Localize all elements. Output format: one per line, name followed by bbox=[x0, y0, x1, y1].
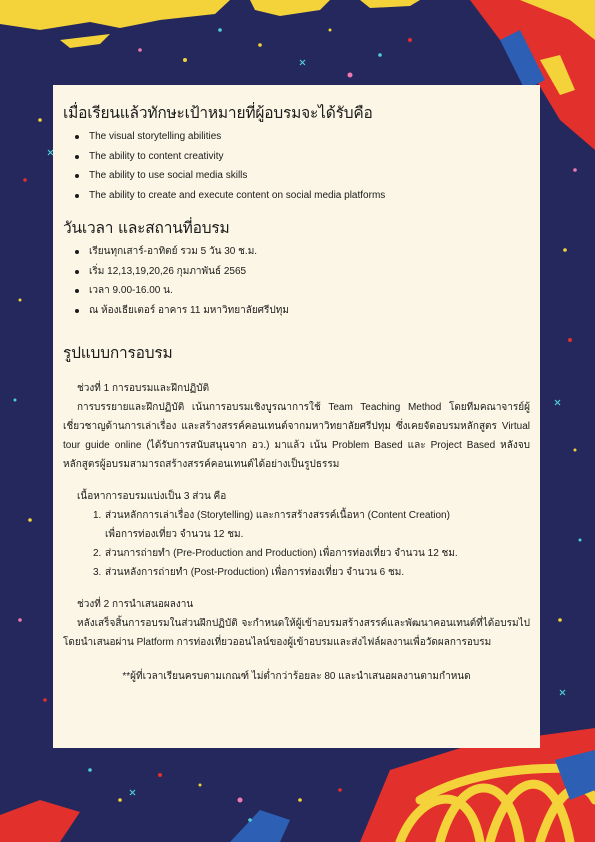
content-item-line2: เพื่อการท่องเที่ยว จำนวน 12 ชม. bbox=[105, 529, 244, 540]
part2-title: ช่วงที่ 2 การนำเสนอผลงาน bbox=[77, 599, 194, 610]
content-title: เนื้อหาการอบรมแบ่งเป็น 3 ส่วน คือ bbox=[77, 491, 227, 502]
skills-item: The ability to create and execute content on social media platforms bbox=[89, 186, 530, 206]
schedule-item: เวลา 9.00-16.00 น. bbox=[89, 281, 530, 301]
content-item-number: 2. bbox=[93, 548, 102, 559]
content-item-line1: ส่วนหลักการเล่าเรื่อง (Storytelling) และการสร้างสรรค์เนื้อหา (Content Creation) bbox=[105, 510, 450, 521]
schedule-item: ณ ห้องเธียเตอร์ อาคาร 11 มหาวิทยาลัยศรีปทุม bbox=[89, 301, 530, 321]
content-item-line1: ส่วนการถ่ายทำ (Pre-Production and Production) เพื่อการท่องเที่ยว จำนวน 12 ชม. bbox=[105, 548, 458, 559]
skills-heading: เมื่อเรียนแล้วทักษะเป้าหมายที่ผู้อบรมจะได้รับคือ bbox=[63, 104, 373, 122]
skills-item: The ability to content creativity bbox=[89, 147, 530, 167]
content-item bbox=[93, 544, 530, 563]
format-heading: รูปแบบการอบรม bbox=[63, 344, 173, 362]
part1-title: ช่วงที่ 1 การอบรมและฝึกปฏิบัติ bbox=[77, 383, 210, 394]
schedule-item: เริ่ม 12,13,19,20,26 กุมภาพันธ์ 2565 bbox=[89, 262, 530, 282]
content-item-number: 1. bbox=[93, 510, 102, 521]
skills-list bbox=[63, 127, 530, 205]
part1-body: การบรรยายและฝึกปฏิบัติ เน้นการอบรมเชิงบูรณาการใช้ Team Teaching Method โดยทีมคณาจารย์ผู้เชี่ยวชาญด้านการเล่าเรื่อง และสร้างสรรค์คอนเทนต์จากมหาวิทยาลัยศรีปทุม ซึ่งเคยจัดอบรมหลักสูตร Virtual tour guide online (ได้รับการสนับสนุนจาก อว.) มาแล้ว เน้น Problem Based และ Project Based หลังจบหลักสูตรผู้อบรมสามารถสร้างสรรค์คอนเทนต์ได้อย่างเป็นรูปธรรม bbox=[63, 402, 530, 470]
content-item bbox=[93, 563, 530, 582]
schedule-heading: วันเวลา และสถานที่อบรม bbox=[63, 219, 230, 237]
content-item bbox=[93, 506, 530, 544]
skills-item: The visual storytelling abilities bbox=[89, 127, 530, 147]
content-list bbox=[63, 506, 530, 582]
info-card bbox=[53, 85, 540, 748]
attendance-note: **ผู้ที่เวลาเรียนครบตามเกณฑ์ ไม่ต่ำกว่าร้อยละ 80 และนำเสนอผลงานตามกำหนด bbox=[122, 671, 471, 682]
part2-body: หลังเสร็จสิ้นการอบรมในส่วนฝึกปฏิบัติ จะกำหนดให้ผู้เข้าอบรมสร้างสรรค์และพัฒนาคอนเทนต์ที่ได้อบรมไปโดยนำเสนอผ่าน Platform การท่องเที่ยวออนไลน์ของผู้เข้าอบรมและส่งไฟล์ผลงานเพื่อวัดผลการอบรม bbox=[63, 618, 530, 648]
schedule-list bbox=[63, 242, 530, 320]
content-item-line1: ส่วนหลังการถ่ายทำ (Post-Production) เพื่อการท่องเที่ยว จำนวน 6 ชม. bbox=[105, 567, 405, 578]
skills-item: The ability to use social media skills bbox=[89, 166, 530, 186]
content-item-number: 3. bbox=[93, 567, 102, 578]
schedule-item: เรียนทุกเสาร์-อาทิตย์ รวม 5 วัน 30 ช.ม. bbox=[89, 242, 530, 262]
